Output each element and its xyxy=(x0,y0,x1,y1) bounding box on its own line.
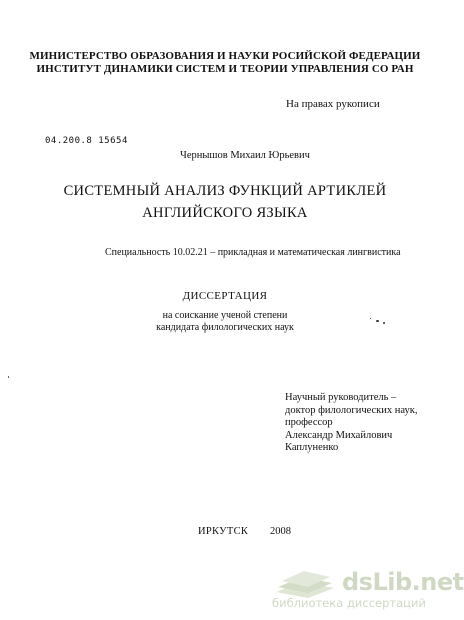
author-name: Чернышов Михаил Юрьевич xyxy=(180,150,310,161)
document-type: ДИССЕРТАЦИЯ xyxy=(182,290,268,302)
degree-line-2: кандидата филологических наук xyxy=(156,322,294,333)
institute-name: ИНСТИТУТ ДИНАМИКИ СИСТЕМ И ТЕОРИИ УПРАВЛЕНИЯ СО РАН xyxy=(36,63,414,75)
supervisor-block xyxy=(285,392,418,455)
title-line-2: АНГЛИЙСКОГО ЯЗЫКА xyxy=(142,205,308,221)
scan-speck xyxy=(383,322,385,324)
footer-year: 2008 xyxy=(270,526,291,537)
watermark-main: dsLib.net xyxy=(342,568,464,596)
supervisor-line-2: доктор филологических наук, xyxy=(285,404,418,416)
ministry-header xyxy=(0,50,450,76)
scan-speck xyxy=(8,376,9,378)
footer-city: ИРКУТСК xyxy=(198,526,249,537)
rights-note: На правах рукописи xyxy=(286,98,380,110)
ministry-name: МИНИСТЕРСТВО ОБРАЗОВАНИЯ И НАУКИ РОСИЙСКОЙ ФЕДЕРАЦИИ xyxy=(29,50,421,62)
dissertation-title xyxy=(0,180,450,224)
supervisor-line-4: Александр Михайлович xyxy=(285,429,393,441)
supervisor-line-1: Научный руководитель – xyxy=(285,392,397,403)
watermark-sub: библиотека диссертаций xyxy=(272,596,426,610)
supervisor-line-3: профессор xyxy=(285,417,333,428)
specialty: Специальность 10.02.21 – прикладная и математическая лингвистика xyxy=(105,247,401,258)
catalog-number: 04.200.8 15654 xyxy=(45,136,128,146)
scan-speck xyxy=(376,320,379,322)
watermark-logo xyxy=(272,568,464,612)
book-stack-icon xyxy=(272,568,338,598)
degree-line-1: на соискание ученой степени xyxy=(162,310,288,321)
scan-speck xyxy=(370,318,371,319)
supervisor-line-5: Каплуненко xyxy=(285,442,339,453)
title-line-1: СИСТЕМНЫЙ АНАЛИЗ ФУНКЦИЙ АРТИКЛЕЙ xyxy=(63,183,387,199)
